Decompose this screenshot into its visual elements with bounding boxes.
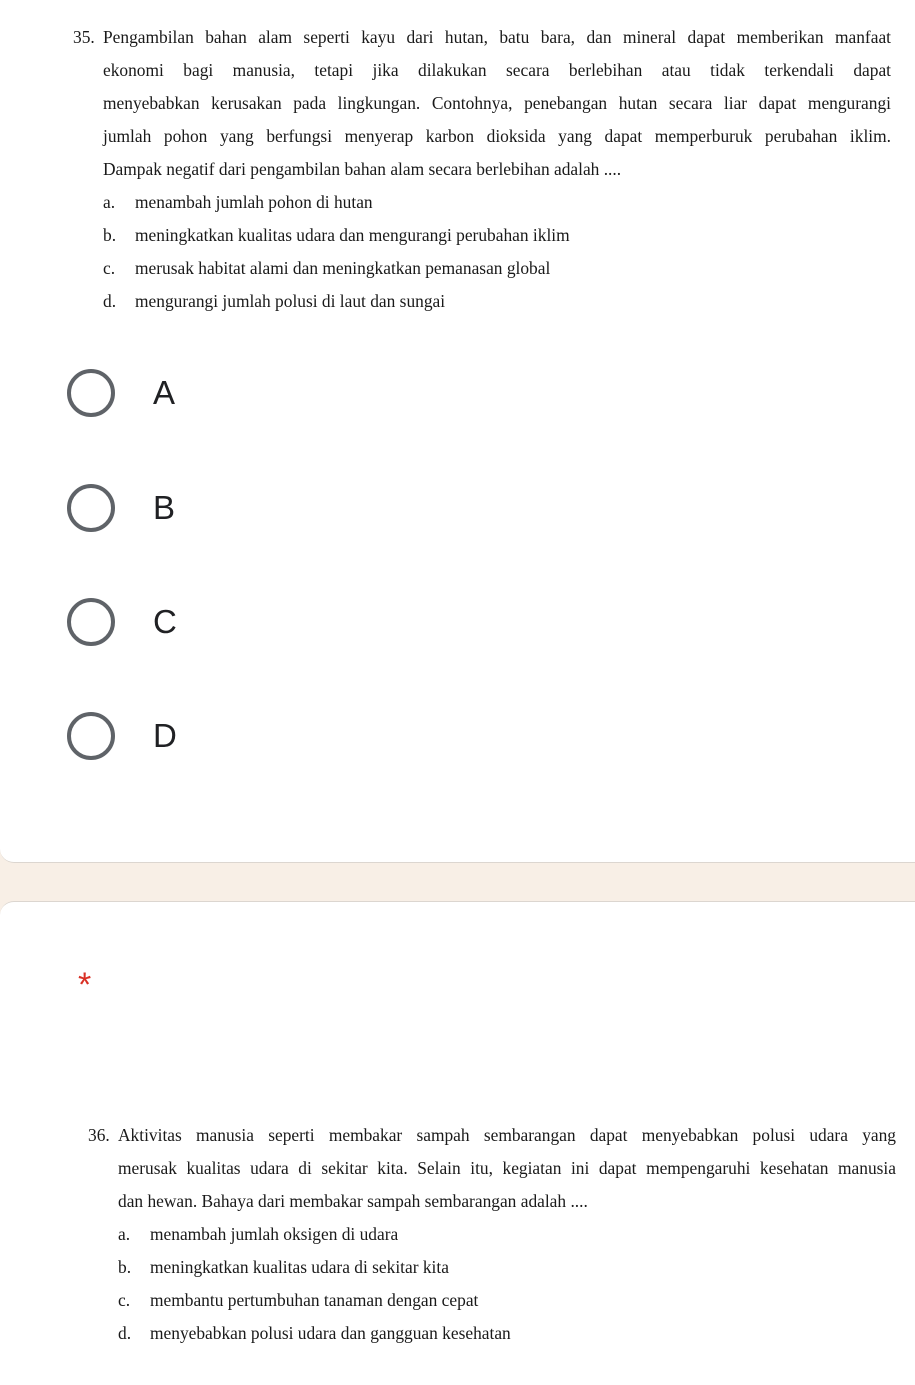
option-letter: d. (118, 1323, 132, 1343)
option-text (118, 1317, 896, 1350)
option-text (103, 252, 891, 285)
question-text-line: menyebabkan kerusakan pada lingkungan. Contohnya, penebangan hutan secara liar dapat mengurangi (103, 93, 891, 113)
question-options-list (118, 1218, 896, 1350)
radio-button-icon[interactable] (67, 484, 115, 532)
question-number: 36. (88, 1125, 110, 1145)
radio-option-a[interactable] (67, 369, 175, 417)
radio-option-b[interactable] (67, 484, 175, 532)
question-text-line: ekonomi bagi manusia, tetapi jika dilakukan secara berlebihan atau tidak terkendali dapat (103, 60, 891, 80)
question-text-line: jumlah pohon yang berfungsi menyerap karbon dioksida yang dapat memperburuk perubahan iklim. (103, 126, 891, 146)
question-text-line: Aktivitas manusia seperti membakar sampah sembarangan dapat menyebabkan polusi udara yang (118, 1125, 896, 1145)
option-letter: d. (103, 291, 117, 311)
option-label: meningkatkan kualitas udara di sekitar kita (150, 1257, 449, 1277)
question-number: 35. (73, 27, 95, 47)
question-35-image-text (73, 21, 891, 318)
question-36-image-text (88, 1119, 896, 1350)
option-letter: c. (118, 1290, 131, 1310)
option-label: menambah jumlah oksigen di udara (150, 1224, 399, 1244)
option-label: menyebabkan polusi udara dan gangguan kesehatan (150, 1323, 511, 1343)
option-letter: a. (118, 1224, 131, 1244)
radio-label[interactable]: D (153, 717, 177, 754)
question-text-line: dan hewan. Bahaya dari membakar sampah sembarangan adalah .... (118, 1191, 588, 1211)
option-letter: b. (103, 225, 117, 245)
option-label: meningkatkan kualitas udara dan mengurangi perubahan iklim (135, 225, 570, 245)
radio-button-icon[interactable] (67, 712, 115, 760)
radio-option-c[interactable] (67, 598, 177, 646)
option-text (118, 1218, 896, 1251)
radio-button-icon[interactable] (67, 598, 115, 646)
question-text-line: merusak kualitas udara di sekitar kita. Selain itu, kegiatan ini dapat mempengaruhi kesehatan manusia (118, 1158, 896, 1178)
question-text-line: Dampak negatif dari pengambilan bahan alam secara berlebihan adalah .... (103, 159, 622, 179)
option-letter: c. (103, 258, 116, 278)
option-letter: b. (118, 1257, 132, 1277)
option-label: menambah jumlah pohon di hutan (135, 192, 373, 212)
option-label: membantu pertumbuhan tanaman dengan cepat (150, 1290, 479, 1310)
radio-button-icon[interactable] (67, 369, 115, 417)
option-text (103, 219, 891, 252)
radio-label[interactable]: C (153, 603, 177, 640)
question-options-list (103, 186, 891, 318)
option-text (103, 186, 891, 219)
option-text (118, 1251, 896, 1284)
radio-label[interactable]: B (153, 489, 176, 526)
option-label: merusak habitat alami dan meningkatkan pemanasan global (135, 258, 551, 278)
radio-label[interactable]: A (153, 374, 176, 411)
option-letter: a. (103, 192, 116, 212)
option-label: mengurangi jumlah polusi di laut dan sungai (135, 291, 446, 311)
required-asterisk: * (78, 966, 92, 1004)
radio-option-d[interactable] (67, 712, 177, 760)
option-text (118, 1284, 896, 1317)
question-text-line: Pengambilan bahan alam seperti kayu dari hutan, batu bara, dan mineral dapat memberikan manfaat (103, 27, 891, 47)
option-text (103, 285, 891, 318)
